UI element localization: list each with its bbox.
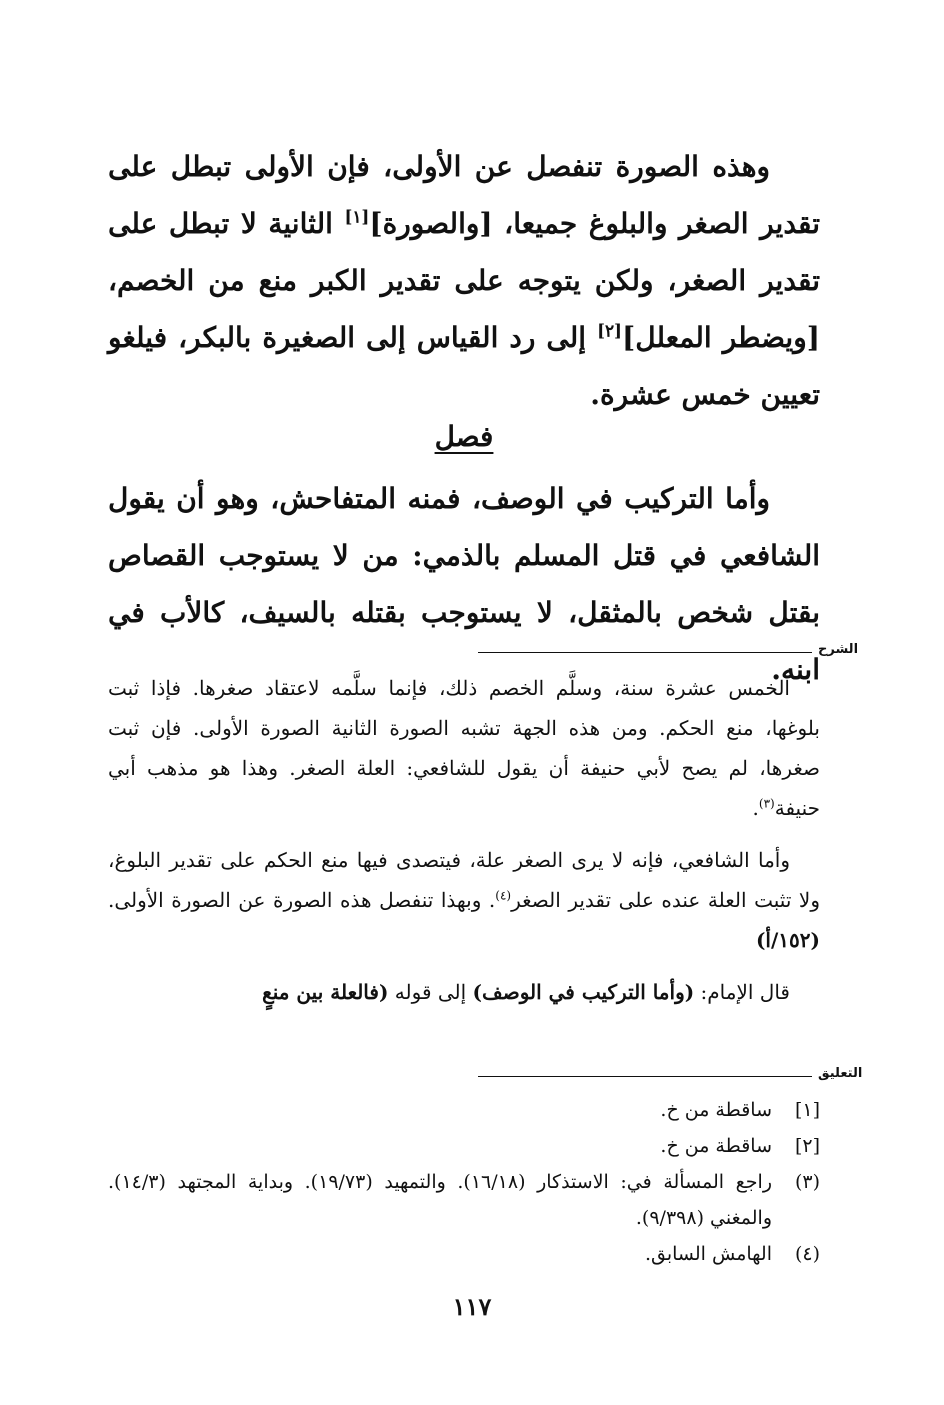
commentary-divider bbox=[478, 652, 812, 653]
commentary-paragraph-1: الخمس عشرة سنة، وسلَّم الخصم ذلك، فإنما سلَّمه لاعتقاد صغرها. فإذا ثبت بلوغها، منع الحكم. ومن هذه الجهة تشبه الصورة الثانية الصورة الأولى. فإن ثبت صغرها، لم يصح لأبي حنيفة أن يقول للشافعي: العلة الصغر. وهذا هو مذهب أبي حنيفة$^{(٣)}$. bbox=[108, 676, 820, 820]
commentary-block bbox=[108, 668, 820, 1024]
commentary-label: الشرح bbox=[818, 642, 859, 657]
footnote-number: [١] bbox=[794, 1099, 820, 1121]
footnote-number: [٢] bbox=[794, 1135, 820, 1157]
footnote-number: (٣) bbox=[794, 1171, 820, 1193]
bracket-reference-2: [٢] bbox=[597, 320, 622, 341]
commentary-paragraph-3: قال الإمام: (وأما التركيب في الوصف) إلى قوله (فالعلة بين منعٍ bbox=[262, 980, 790, 1004]
footnote-item bbox=[108, 1128, 820, 1164]
main-paragraph-1: وهذه الصورة تنفصل عن الأولى، فإن الأولى تبطل على تقدير الصغر والبلوغ جميعا، [والصورة][١] الثانية لا تبطل على تقدير الصغر، ولكن يتوجه على تقدير الكبر منع من الخصم، [ويضطر المعلل][٢] إلى رد القياس إلى الصغيرة بالبكر، فيلغو تعيين خمس عشرة. bbox=[108, 150, 820, 411]
footnote-text: ساقطة من خ. bbox=[660, 1099, 772, 1121]
section-heading: فصل bbox=[434, 420, 494, 453]
main-paragraph-2: وأما التركيب في الوصف، فمنه المتفاحش، وهو أن يقول الشافعي في قتل المسلم بالذمي: من لا يستوجب القصاص بقتل شخص بالمثقل، لا يستوجب بقتله بالسيف، كالأب في ابنه. bbox=[108, 482, 820, 686]
footnote-number: (٤) bbox=[794, 1243, 820, 1265]
folio-marker: (١٥٢/أ) bbox=[755, 928, 820, 952]
commentary-paragraph-2: وأما الشافعي، فإنه لا يرى الصغر علة، فيتصدى فيها منع الحكم على تقدير البلوغ، ولا تثبت العلة عنده على تقدير الصغر$^{(٤)}$. وبهذا تنفصل هذه الصورة عن الصورة الأولى. (١٥٢/أ) bbox=[108, 848, 820, 952]
footnote-text: ساقطة من خ. bbox=[660, 1135, 772, 1157]
footnote-item bbox=[108, 1164, 820, 1236]
notes-label: التعليق bbox=[818, 1066, 863, 1081]
footnotes-block bbox=[108, 1092, 820, 1272]
footnote-text: راجع المسألة في: الاستذكار (١٦/١٨). والتمهيد (١٩/٧٣). وبداية المجتهد (١٤/٣). والمغني (٩/٣٩٨). bbox=[108, 1171, 772, 1229]
footnote-reference-3: (٣) bbox=[758, 796, 775, 811]
page-number: ١١٧ bbox=[452, 1292, 492, 1321]
footnote-item bbox=[108, 1236, 820, 1272]
footnote-reference-4: (٤) bbox=[495, 888, 512, 903]
main-text-block bbox=[108, 138, 820, 423]
footnote-item bbox=[108, 1092, 820, 1128]
footnote-text: الهامش السابق. bbox=[644, 1243, 772, 1265]
notes-divider bbox=[478, 1076, 812, 1077]
main-text-block-2 bbox=[108, 470, 820, 698]
bracket-reference-1: [١] bbox=[344, 206, 370, 227]
